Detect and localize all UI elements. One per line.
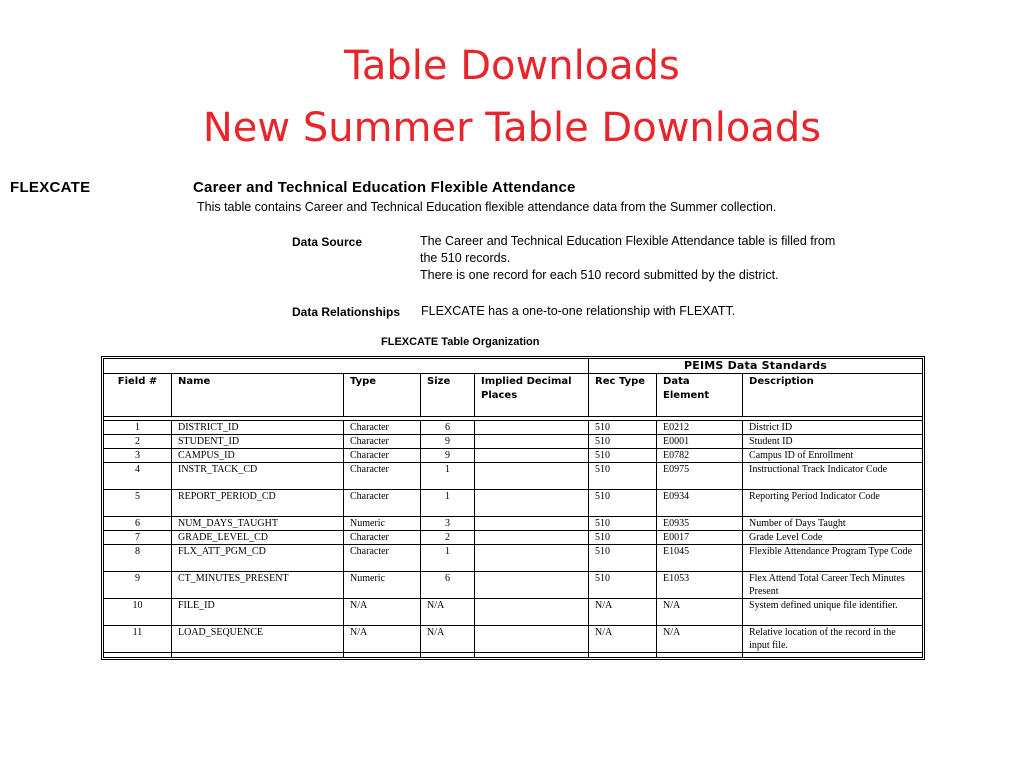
cell-implied [475,449,589,463]
cell-name: INSTR_TACK_CD [172,463,344,490]
cell-size: 9 [421,435,475,449]
cell-rec-type: N/A [589,626,657,653]
table-row [104,599,923,626]
organization-table [101,356,925,660]
cell-rec-type: 510 [589,572,657,599]
table-row [104,545,923,572]
table-heading: Career and Technical Education Flexible Attendance [193,179,576,196]
slide-subtitle: New Summer Table Downloads [202,105,822,151]
cell-size: 6 [421,572,475,599]
cell-element: N/A [657,626,743,653]
cell-implied [475,463,589,490]
cell-description: Relative location of the record in the input file. [743,626,923,653]
header-blank [104,359,589,374]
cell-implied [475,435,589,449]
cell-rec-type: 510 [589,435,657,449]
cell-field: 1 [104,421,172,435]
cell-type: Character [344,531,421,545]
cell-size: 3 [421,517,475,531]
cell-name: REPORT_PERIOD_CD [172,490,344,517]
cell-rec-type: 510 [589,449,657,463]
cell-type: Character [344,435,421,449]
cell-element: E0934 [657,490,743,517]
cell-size: 1 [421,545,475,572]
cell-name: FLX_ATT_PGM_CD [172,545,344,572]
cell-element: E0017 [657,531,743,545]
cell-element: E1045 [657,545,743,572]
cell-type: Character [344,545,421,572]
pad-cell [421,653,475,658]
cell-field: 6 [104,517,172,531]
cell-name: CT_MINUTES_PRESENT [172,572,344,599]
cell-type: Character [344,463,421,490]
table-row [104,435,923,449]
table-row [104,463,923,490]
peims-header: PEIMS Data Standards [589,359,923,374]
col-element: Data Element [657,374,743,417]
data-relationships-label: Data Relationships [292,305,401,319]
cell-field: 5 [104,490,172,517]
cell-element: E0001 [657,435,743,449]
pad-cell [104,653,172,658]
pad-cell [172,653,344,658]
table-row [104,421,923,435]
table-row [104,490,923,517]
cell-field: 10 [104,599,172,626]
cell-name: STUDENT_ID [172,435,344,449]
table-row [104,517,923,531]
cell-rec-type: 510 [589,421,657,435]
organization-title: FLEXCATE Table Organization [381,336,540,348]
pad-cell [589,653,657,658]
table-description: This table contains Career and Technical Education flexible attendance data from the Summer collection. [197,200,777,214]
cell-rec-type: 510 [589,463,657,490]
pad-cell [743,653,923,658]
cell-type: Character [344,449,421,463]
cell-size: N/A [421,599,475,626]
col-name: Name [172,374,344,417]
cell-element: E1053 [657,572,743,599]
cell-type: N/A [344,626,421,653]
pad-cell [344,653,421,658]
col-implied: Implied Decimal Places [475,374,589,417]
cell-name: NUM_DAYS_TAUGHT [172,517,344,531]
cell-implied [475,490,589,517]
cell-element: E0975 [657,463,743,490]
cell-element: E0212 [657,421,743,435]
cell-rec-type: 510 [589,545,657,572]
cell-implied [475,517,589,531]
cell-size: 9 [421,449,475,463]
data-source-text [420,233,910,284]
cell-rec-type: 510 [589,517,657,531]
table-body [104,421,923,658]
cell-field: 4 [104,463,172,490]
cell-name: DISTRICT_ID [172,421,344,435]
cell-element: N/A [657,599,743,626]
cell-type: Numeric [344,517,421,531]
cell-description: System defined unique file identifier. [743,599,923,626]
col-rec-type: Rec Type [589,374,657,417]
cell-description: Student ID [743,435,923,449]
cell-type: Numeric [344,572,421,599]
cell-size: N/A [421,626,475,653]
cell-element: E0782 [657,449,743,463]
table-code: FLEXCATE [10,179,91,196]
cell-name: FILE_ID [172,599,344,626]
cell-name: LOAD_SEQUENCE [172,626,344,653]
cell-implied [475,599,589,626]
pad-cell [475,653,589,658]
cell-type: Character [344,421,421,435]
cell-implied [475,421,589,435]
cell-description: Campus ID of Enrollment [743,449,923,463]
cell-field: 9 [104,572,172,599]
col-type: Type [344,374,421,417]
data-source-line: the 510 records. [420,251,511,265]
cell-field: 8 [104,545,172,572]
cell-field: 7 [104,531,172,545]
col-size: Size [421,374,475,417]
cell-size: 1 [421,490,475,517]
cell-size: 2 [421,531,475,545]
cell-field: 2 [104,435,172,449]
cell-description: District ID [743,421,923,435]
cell-size: 6 [421,421,475,435]
cell-type: Character [344,490,421,517]
table-row [104,531,923,545]
cell-description: Reporting Period Indicator Code [743,490,923,517]
cell-implied [475,545,589,572]
cell-name: CAMPUS_ID [172,449,344,463]
data-relationships-text: FLEXCATE has a one-to-one relationship with FLEXATT. [421,304,736,318]
cell-description: Flexible Attendance Program Type Code [743,545,923,572]
cell-description: Flex Attend Total Career Tech Minutes Present [743,572,923,599]
data-source-line: The Career and Technical Education Flexible Attendance table is filled from [420,234,836,248]
slide-title: Table Downloads [344,43,680,89]
table-row [104,626,923,653]
data-source-line: There is one record for each 510 record submitted by the district. [420,268,779,282]
cell-size: 1 [421,463,475,490]
table-bottom-pad [104,653,923,658]
cell-field: 11 [104,626,172,653]
cell-name: GRADE_LEVEL_CD [172,531,344,545]
cell-rec-type: N/A [589,599,657,626]
cell-implied [475,572,589,599]
cell-element: E0935 [657,517,743,531]
cell-rec-type: 510 [589,531,657,545]
cell-implied [475,626,589,653]
pad-cell [657,653,743,658]
cell-description: Instructional Track Indicator Code [743,463,923,490]
cell-field: 3 [104,449,172,463]
col-field: Field # [104,374,172,417]
cell-description: Grade Level Code [743,531,923,545]
data-source-label: Data Source [292,235,363,249]
cell-description: Number of Days Taught [743,517,923,531]
table-row [104,449,923,463]
col-description: Description [743,374,923,417]
table-row [104,572,923,599]
cell-rec-type: 510 [589,490,657,517]
cell-implied [475,531,589,545]
cell-type: N/A [344,599,421,626]
